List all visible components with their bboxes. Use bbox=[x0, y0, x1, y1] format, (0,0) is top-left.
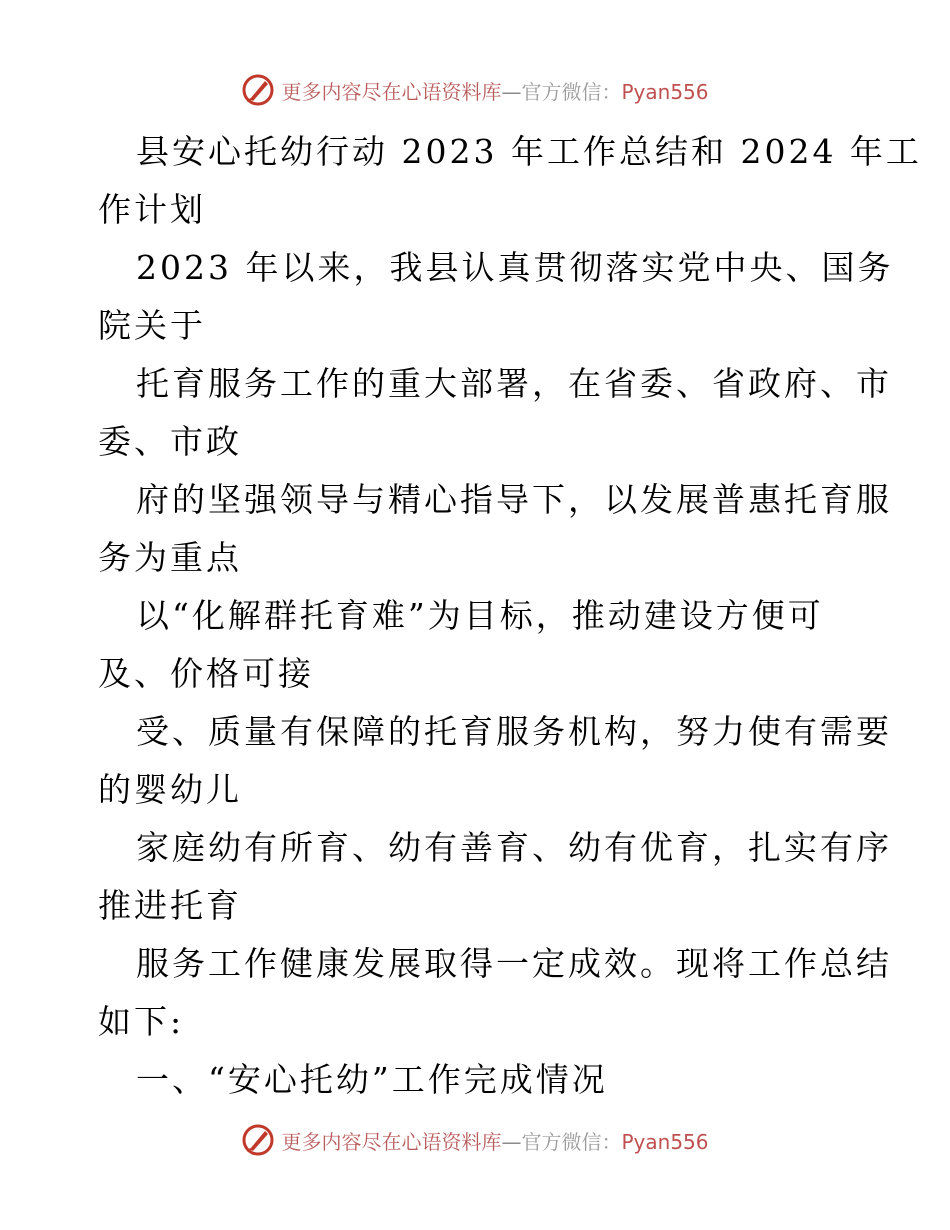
paragraph-line: 家庭幼有所育、幼有善育、幼有优育，扎实有序 bbox=[136, 828, 892, 867]
footer-watermark bbox=[0, 1120, 950, 1160]
watermark-label: 官方微信： bbox=[521, 79, 622, 104]
watermark-brand: 更多内容尽在心语资料库 bbox=[281, 1129, 502, 1154]
paragraph-line: 府的坚强领导与精心指导下，以发展普惠托育服 bbox=[136, 480, 892, 519]
watermark-text bbox=[281, 1126, 708, 1155]
paragraph-line: 委、市政 bbox=[98, 422, 242, 461]
watermark-wechat-id: Pyan556 bbox=[621, 79, 709, 104]
watermark-wechat-id: Pyan556 bbox=[621, 1129, 709, 1154]
paragraph-line: 务为重点 bbox=[98, 538, 242, 577]
paragraph-line: 院关于 bbox=[98, 306, 206, 345]
watermark-text bbox=[281, 76, 708, 105]
watermark-separator: — bbox=[501, 79, 522, 104]
paragraph-line: 以“化解群托育难”为目标，推动建设方便可 bbox=[136, 596, 824, 635]
watermark-brand: 更多内容尽在心语资料库 bbox=[281, 79, 502, 104]
section-heading: 一、“安心托幼”工作完成情况 bbox=[136, 1060, 608, 1099]
paragraph-line: 2023 年以来，我县认真贯彻落实党中央、国务 bbox=[136, 248, 894, 287]
title-line-2: 作计划 bbox=[98, 190, 206, 229]
paragraph-line: 及、价格可接 bbox=[98, 654, 314, 693]
watermark-separator: — bbox=[501, 1129, 522, 1154]
paragraph-line: 的婴幼儿 bbox=[98, 770, 242, 809]
paragraph-line: 推进托育 bbox=[98, 886, 242, 925]
paragraph-line: 服务工作健康发展取得一定成效。现将工作总结 bbox=[136, 944, 892, 983]
paragraph-line: 如下: bbox=[98, 1002, 185, 1041]
title-line-1: 县安心托幼行动 2023 年工作总结和 2024 年工 bbox=[136, 132, 922, 171]
quill-logo-icon bbox=[241, 1123, 275, 1157]
paragraph-line: 受、质量有保障的托育服务机构，努力使有需要 bbox=[136, 712, 892, 751]
document-body bbox=[98, 123, 922, 1109]
watermark-label: 官方微信： bbox=[521, 1129, 622, 1154]
quill-logo-icon bbox=[241, 73, 275, 107]
paragraph-line: 托育服务工作的重大部署，在省委、省政府、市 bbox=[136, 364, 892, 403]
header-watermark bbox=[0, 70, 950, 110]
